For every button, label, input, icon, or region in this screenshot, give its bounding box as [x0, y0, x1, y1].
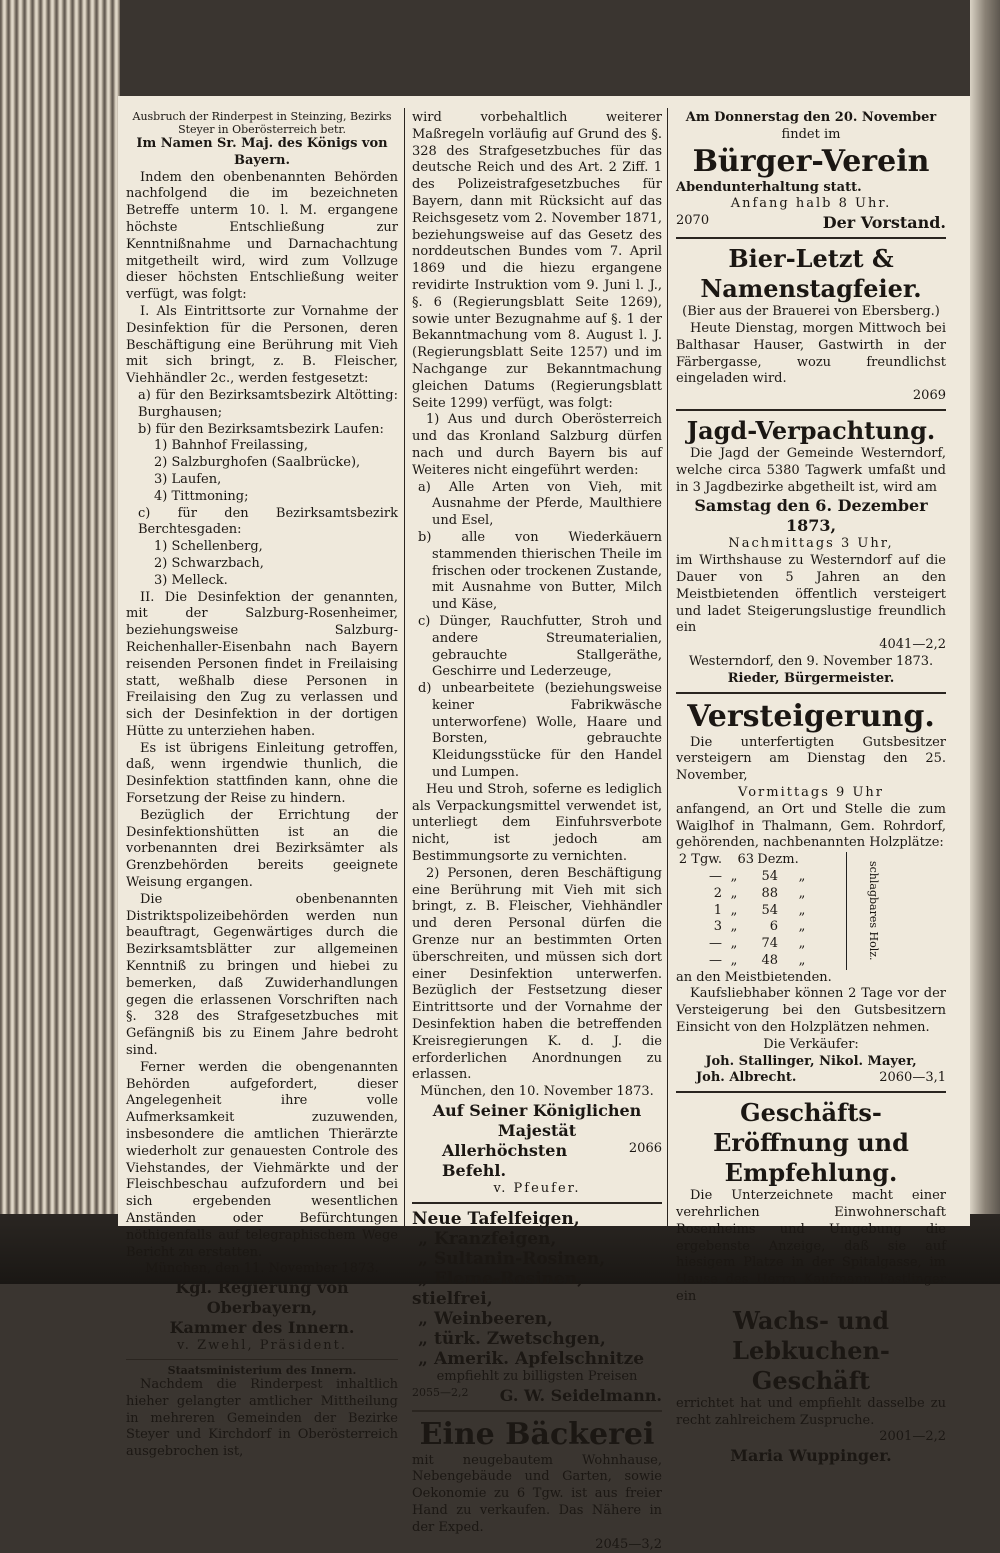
event-footer: [676, 213, 946, 233]
ad-line: türk. Zwetschgen,: [434, 1328, 606, 1349]
table-cell: 74: [761, 936, 778, 952]
table-cell: 3: [713, 919, 722, 935]
list-item: 2) Salzburghofen (Saalbrücke),: [154, 455, 361, 471]
event-line: findet im: [781, 126, 841, 142]
ad-line-row: [412, 1269, 662, 1309]
table-cell: 54: [761, 902, 778, 918]
ad-number: 2069: [912, 388, 946, 404]
date-line: München, den 10. November 1873.: [420, 1084, 654, 1100]
ad-time: Nachmittags 3 Uhr,: [728, 536, 894, 552]
table-row: [676, 852, 846, 869]
divider: [676, 409, 946, 411]
list-item: 2) Schwarzbach,: [154, 555, 264, 571]
table-cell: 63: [737, 852, 754, 868]
ad-line-row: [412, 1309, 662, 1329]
table-cell: „: [730, 936, 738, 952]
table-cell: Dezm.: [757, 852, 799, 868]
paragraph: 2) Personen, deren Beschäftigung eine Berührung mit Vieh mit sich bringt, z. B. Fleischer, Viehhändler und deren Personal dürfen die Grenze nur an bestimmten Orten überschreiten, und müssen sich dort einer Desinfektion unterwerfen. Bezüglich der Festsetzung dieser Eintrittsorte und der Vornahme der Desinfektion haben die betreffenden Kreisregierungen K. d. J. die erforderlichen Anordnungen zu erlassen.: [412, 865, 662, 1083]
ad-line-row: [412, 1229, 662, 1249]
notice-heading: Ausbruch der Rinderpest in Steinzing, Bezirks Steyer in Oberösterreich betr.: [132, 110, 392, 136]
list-item: 1) Schellenberg,: [154, 539, 263, 555]
ad-place: Westerndorf, den 9. November 1873.: [688, 653, 934, 669]
event-date: Am Donnerstag den 20. November: [685, 110, 937, 125]
paragraph: Indem den obenbenannten Behörden nachfolgend die im bezeichneten Betreffe unterm 10. l. M. ergangene höchste Entschließung zur Kenntnißnahme und Darnachachtung mitgetheilt wird, wird zum Vollzuge dieser höchsten Entschließung weiter verfügt, was folgt:: [126, 169, 398, 303]
bakery-number: 2045—3,2: [595, 1536, 662, 1552]
table-cell: —: [709, 936, 722, 952]
table-cell: 54: [761, 868, 778, 884]
divider: [676, 692, 946, 694]
ad-text: Die Jagd der Gemeinde Westerndorf, welche circa 5380 Tagwerk umfaßt und in 3 Jagdbezirke abgetheilt ist, wird am: [676, 445, 946, 495]
ditto-mark: „: [418, 1268, 428, 1289]
ad-number: 2001—2,2: [879, 1429, 946, 1445]
table-cell: „: [798, 902, 806, 918]
divider: [676, 1091, 946, 1093]
table-row: [676, 903, 846, 920]
divider: [412, 1410, 662, 1412]
ad-title: Versteigerung.: [687, 698, 935, 734]
signature: Auf Seiner Königlichen Majestät: [432, 1101, 642, 1141]
ad-text: Heute Dienstag, morgen Mittwoch bei Balthasar Hauser, Gastwirth in der Färbergasse, wozu freundlichst eingeladen wird.: [676, 320, 946, 387]
notice-title: Im Namen Sr. Maj. des Königs von Bayern.: [136, 136, 388, 168]
table-cell: „: [798, 952, 806, 968]
ad-subtitle: (Bier aus der Brauerei von Ebersberg.): [682, 304, 940, 320]
table-cell: —: [709, 952, 722, 968]
ad-text: errichtet hat und empfiehlt dasselbe zu recht zahlreichem Zuspruche.: [676, 1395, 946, 1428]
ad-number: 4041—2,2: [879, 637, 946, 653]
table-cell: —: [709, 868, 722, 884]
ad-line: Kranzfeigen,: [434, 1228, 557, 1249]
table-cell: 48: [761, 952, 778, 968]
ad-line: Weinbeeren,: [434, 1308, 553, 1329]
table-cell: 88: [761, 885, 778, 901]
paragraph: II. Die Desinfektion der genannten, mit der Salzburg-Rosenheimer, beziehungsweise Salzburg-Reichenhaller-Eisenbahn nach Bayern reisenden Personen findet in Freilaising statt, weßhalb diese Personen in Freilaising den Zug zu verlassen und sich der Desinfektion in der dortigen Hütte zu unterziehen haben.: [126, 589, 398, 739]
table-cell: 1: [713, 902, 722, 918]
table-cell: „: [798, 919, 806, 935]
paragraph: 1) Aus und durch Oberösterreich und das Kronland Salzburg dürfen nach und durch Bayern bis auf Weiteres nicht eingeführt werden:: [412, 412, 662, 478]
paragraph: Nachdem die Rinderpest inhaltlich hieher gelangter amtlicher Mittheilung in mehreren Gemeinden der Bezirke Steyer und Kirchdorf in Oberösterreich ausgebrochen ist,: [126, 1376, 398, 1460]
ad-signature: Rieder, Bürgermeister.: [727, 670, 895, 686]
ad-highlight: Wachs- und Lebkuchen-Geschäft: [732, 1305, 890, 1395]
ad-date: Samstag den 6. Dezember 1873,: [694, 496, 928, 536]
ditto-mark: „: [418, 1348, 428, 1369]
signature: Kammer des Innern.: [169, 1318, 355, 1338]
paragraph: Es ist übrigens Einleitung getroffen, daß, wenn irgendwie thunlich, die Desinfektion stattfinden kann, ohne die Forsetzung der Reise zu hindern.: [126, 740, 398, 807]
ad-line: Neue Tafelfeigen,: [412, 1208, 580, 1229]
list-item: b) alle von Wiederkäuern stammenden thierischen Theile im frischen oder trockenen Zustande, mit Ausnahme von Butter, Milch und Käse,: [418, 529, 662, 613]
ad-signature: Joh. Albrecht.: [696, 1070, 797, 1086]
table-row: [676, 869, 846, 886]
paragraph: Heu und Stroh, soferne es lediglich als Verpackungsmittel verwendet ist, unterliegt dem Einfuhrsverbote nicht, ist jedoch am Bestimmungsorte zu vernichten.: [412, 781, 662, 865]
list-item: 1) Bahnhof Freilassing,: [154, 438, 308, 454]
ad-number: 2070: [676, 213, 710, 229]
divider: [676, 237, 946, 239]
notice-number: 2066: [628, 1141, 662, 1157]
table-cell: „: [798, 936, 806, 952]
list-item: 3) Melleck.: [154, 572, 228, 588]
list-item: 4) Tittmoning;: [154, 488, 249, 504]
column-rule: [404, 108, 405, 1228]
ditto-mark: „: [418, 1308, 428, 1329]
table-cell: 2 Tgw.: [678, 852, 722, 868]
event-title: Bürger-Verein: [692, 143, 930, 179]
ad-number: 2055—2,2: [412, 1385, 469, 1399]
wood-table-cells: [676, 852, 846, 970]
ditto-mark: „: [418, 1228, 428, 1249]
column-2: [412, 110, 662, 1553]
ad-title: Geschäfts-Eröffnung und Empfehlung.: [713, 1098, 909, 1188]
bakery-text: mit neugebautem Wohnhause, Nebengebäude und Garten, sowie Oekonomie zu 6 Tgw. ist aus freier Hand zu verkaufen. Das Nähere in der Exped.: [412, 1452, 662, 1535]
table-cell: „: [730, 885, 738, 901]
ad-text: im Wirthshause zu Westerndorf auf die Dauer von 5 Jahren an den Meistbietenden öffentlich versteigert und ladet Steigerungslustige freundlich ein: [676, 553, 946, 636]
ad-line: Eleme-Rosinen, stielfrei,: [412, 1268, 584, 1309]
paragraph: wird vorbehaltlich weiterer Maßregeln vorläufig auf Grund des §. 328 des Strafgesetzbuches für das deutsche Reich und des Art. 2 Ziff. 1 des Polizeistrafgesetzbuches für Bayern, dann mit Rücksicht auf das Reichsgesetz vom 2. November 1871, beziehungsweise auf das Gesetz des norddeutschen Bundes vom 7. April 1869 und die hiezu ergangene revidirte Instruktion vom 9. Juni l. J., §. 6 (Regierungsblatt Seite 1269), sowie unter Bezugnahme auf §. 1 der Bekanntmachung vom 8. August l. J. (Regierungsblatt Seite 1257) und im Nachgange zur Bekanntmachung gleichen Datums (Regierungsblatt Seite 1299) verfügt, was folgt:: [412, 110, 662, 411]
ad-merchant: G. W. Seidelmann.: [499, 1385, 662, 1405]
ad-text: Die unterfertigten Gutsbesitzer versteigern am Dienstag den 25. November,: [676, 734, 946, 784]
table-row: [676, 886, 846, 903]
ad-signature: Maria Wuppinger.: [730, 1446, 892, 1466]
ad-title: Jagd-Verpachtung.: [686, 415, 936, 445]
ad-signature: Der Vorstand.: [822, 213, 946, 233]
table-cell: 6: [769, 919, 778, 935]
ad-time: Vormittags 9 Uhr: [738, 784, 884, 800]
list-item: c) für den Bezirksamtsbezirk Berchtesgaden:: [138, 505, 398, 538]
divider: [412, 1202, 662, 1204]
advert-figs: [412, 1209, 662, 1369]
table-cell: „: [798, 885, 806, 901]
ad-signature: Joh. Stallinger, Nikol. Mayer,: [705, 1053, 917, 1069]
ad-text: Die Unterzeichnete macht einer verehrlichen Einwohnerschaft Rosenheims und Umgebung die ergebenste Anzeige, daß sie auf hiesigem Platze in der Spitalgasse, im Hause des Herrn Kaufmann Fastlinger ein: [676, 1188, 946, 1305]
list-item: a) für den Bezirksamtsbezirk Altötting: Burghausen;: [138, 387, 398, 420]
ad-subtitle: empfiehlt zu billigsten Preisen: [436, 1368, 638, 1384]
signature-row: [412, 1141, 662, 1181]
date-line: München, den 11. November 1873.: [145, 1261, 379, 1277]
divider: [126, 1359, 398, 1360]
paragraph: Ferner werden die obengenannten Behörden aufgefordert, dieser Angelegenheit ihre volle Aufmerksamkeit zuzuwenden, insbesondere die amtlichen Thierärzte wiederholt zur genauesten Controle des Viehstandes, der Viehmärkte und der Fleischbeschau aufzufordern und bei sich ergebenden wesentlichen Anständen oder Befürchtungen nöthigenfalls auf telegraphischem Wege Bericht zu erstatten.: [126, 1059, 398, 1260]
wood-table: [676, 852, 946, 970]
ad-footer-row: [676, 1070, 946, 1087]
table-cell: 2: [713, 885, 722, 901]
ad-line: Amerik. Apfelschnitze: [434, 1348, 645, 1369]
paragraph: Bezüglich der Errichtung der Desinfektionshütten ist an die vorbenannten drei Bezirksämter als Grenzbehörden bereits geeignete Weisung ergangen.: [126, 807, 398, 891]
list-item: a) Alle Arten von Vieh, mit Ausnahme der Pferde, Maulthiere und Esel,: [418, 479, 662, 529]
event-line: Abendunterhaltung statt.: [676, 179, 862, 195]
ad-text: anfangend, an Ort und Stelle die zum Waiglhof in Thalmann, Gem. Rohrdorf, gehörenden, nachbenannten Holzplätze:: [676, 801, 946, 851]
list-item: d) unbearbeitete (beziehungsweise keiner Fabrikwäsche unterworfene) Wolle, Haare und Borsten, gebrauchte Kleidungsstücke für den Handel und Lumpen.: [418, 681, 662, 781]
signature: v. Pfeufer.: [493, 1181, 581, 1197]
book-page-edges: [0, 0, 120, 1284]
right-page-edge: [970, 0, 1000, 1284]
ditto-mark: „: [418, 1248, 428, 1269]
event-line: Anfang halb 8 Uhr.: [730, 196, 892, 212]
ad-text: an den Meistbietenden.: [676, 969, 832, 985]
notice-heading: Staatsministerium des Innern.: [167, 1363, 357, 1377]
signature: Allerhöchsten Befehl.: [442, 1141, 568, 1181]
ad-line: Sultanin-Rosinen,: [434, 1248, 606, 1269]
newspaper-page: [118, 96, 970, 1552]
paragraph: I. Als Eintrittsorte zur Vornahme der Desinfektion für die Personen, deren Beschäftigung eine Berührung mit Vieh mit sich bringt, z. B. Fleischer, Viehhändler 2c., werden festgesetzt:: [126, 303, 398, 387]
ad-line-row: [412, 1329, 662, 1349]
paragraph: Die obenbenannten Distriktspolizeibehörden werden nun beauftragt, Gegenwärtiges durch die Bezirksamtsblätter zur allgemeinen Kenntniß zu bringen und hiebei zu bemerken, daß Zuwiderhandlungen gegen die erlassenen Vorschriften nach §. 328 des Strafgesetzbuches mit Gefängniß bis zu Einem Jahre bedroht sind.: [126, 891, 398, 1059]
table-row: [676, 936, 846, 953]
ad-footer-row: [412, 1386, 662, 1406]
table-cell: „: [730, 902, 738, 918]
table-cell: „: [730, 919, 738, 935]
table-brace-label: schlagbares Holz.: [846, 852, 881, 970]
table-row: [676, 919, 846, 936]
list-item: b) für den Bezirksamtsbezirk Laufen:: [138, 421, 384, 437]
bakery-title: Eine Bäckerei: [419, 1416, 655, 1452]
ad-sellers-label: Die Verkäufer:: [763, 1036, 859, 1052]
list-item: c) Dünger, Rauchfutter, Stroh und andere Streumaterialien, gebrauchte Stallgeräthe, Geschirre und Lederzeuge,: [418, 613, 662, 680]
ad-number: 2060—3,1: [879, 1070, 946, 1086]
table-cell: „: [730, 952, 738, 968]
table-cell: „: [798, 868, 806, 884]
table-cell: „: [730, 868, 738, 884]
signature: v. Zwehl, Präsident.: [177, 1338, 347, 1354]
signature: Kgl. Regierung von Oberbayern,: [175, 1278, 349, 1318]
ad-title: Bier-Letzt & Namenstagfeier.: [700, 244, 922, 304]
table-row: [676, 953, 846, 970]
ad-text: Kaufsliebhaber können 2 Tage vor der Versteigerung bei den Gutsbesitzern Einsicht von den Holzplätzen nehmen.: [676, 986, 946, 1036]
column-rule: [667, 108, 668, 1228]
ditto-mark: „: [418, 1328, 428, 1349]
ad-line-row: [412, 1349, 662, 1369]
column-3: [676, 110, 946, 1466]
list-item: 3) Laufen,: [154, 471, 222, 487]
ad-line-row: [412, 1249, 662, 1269]
column-1: [126, 110, 398, 1461]
